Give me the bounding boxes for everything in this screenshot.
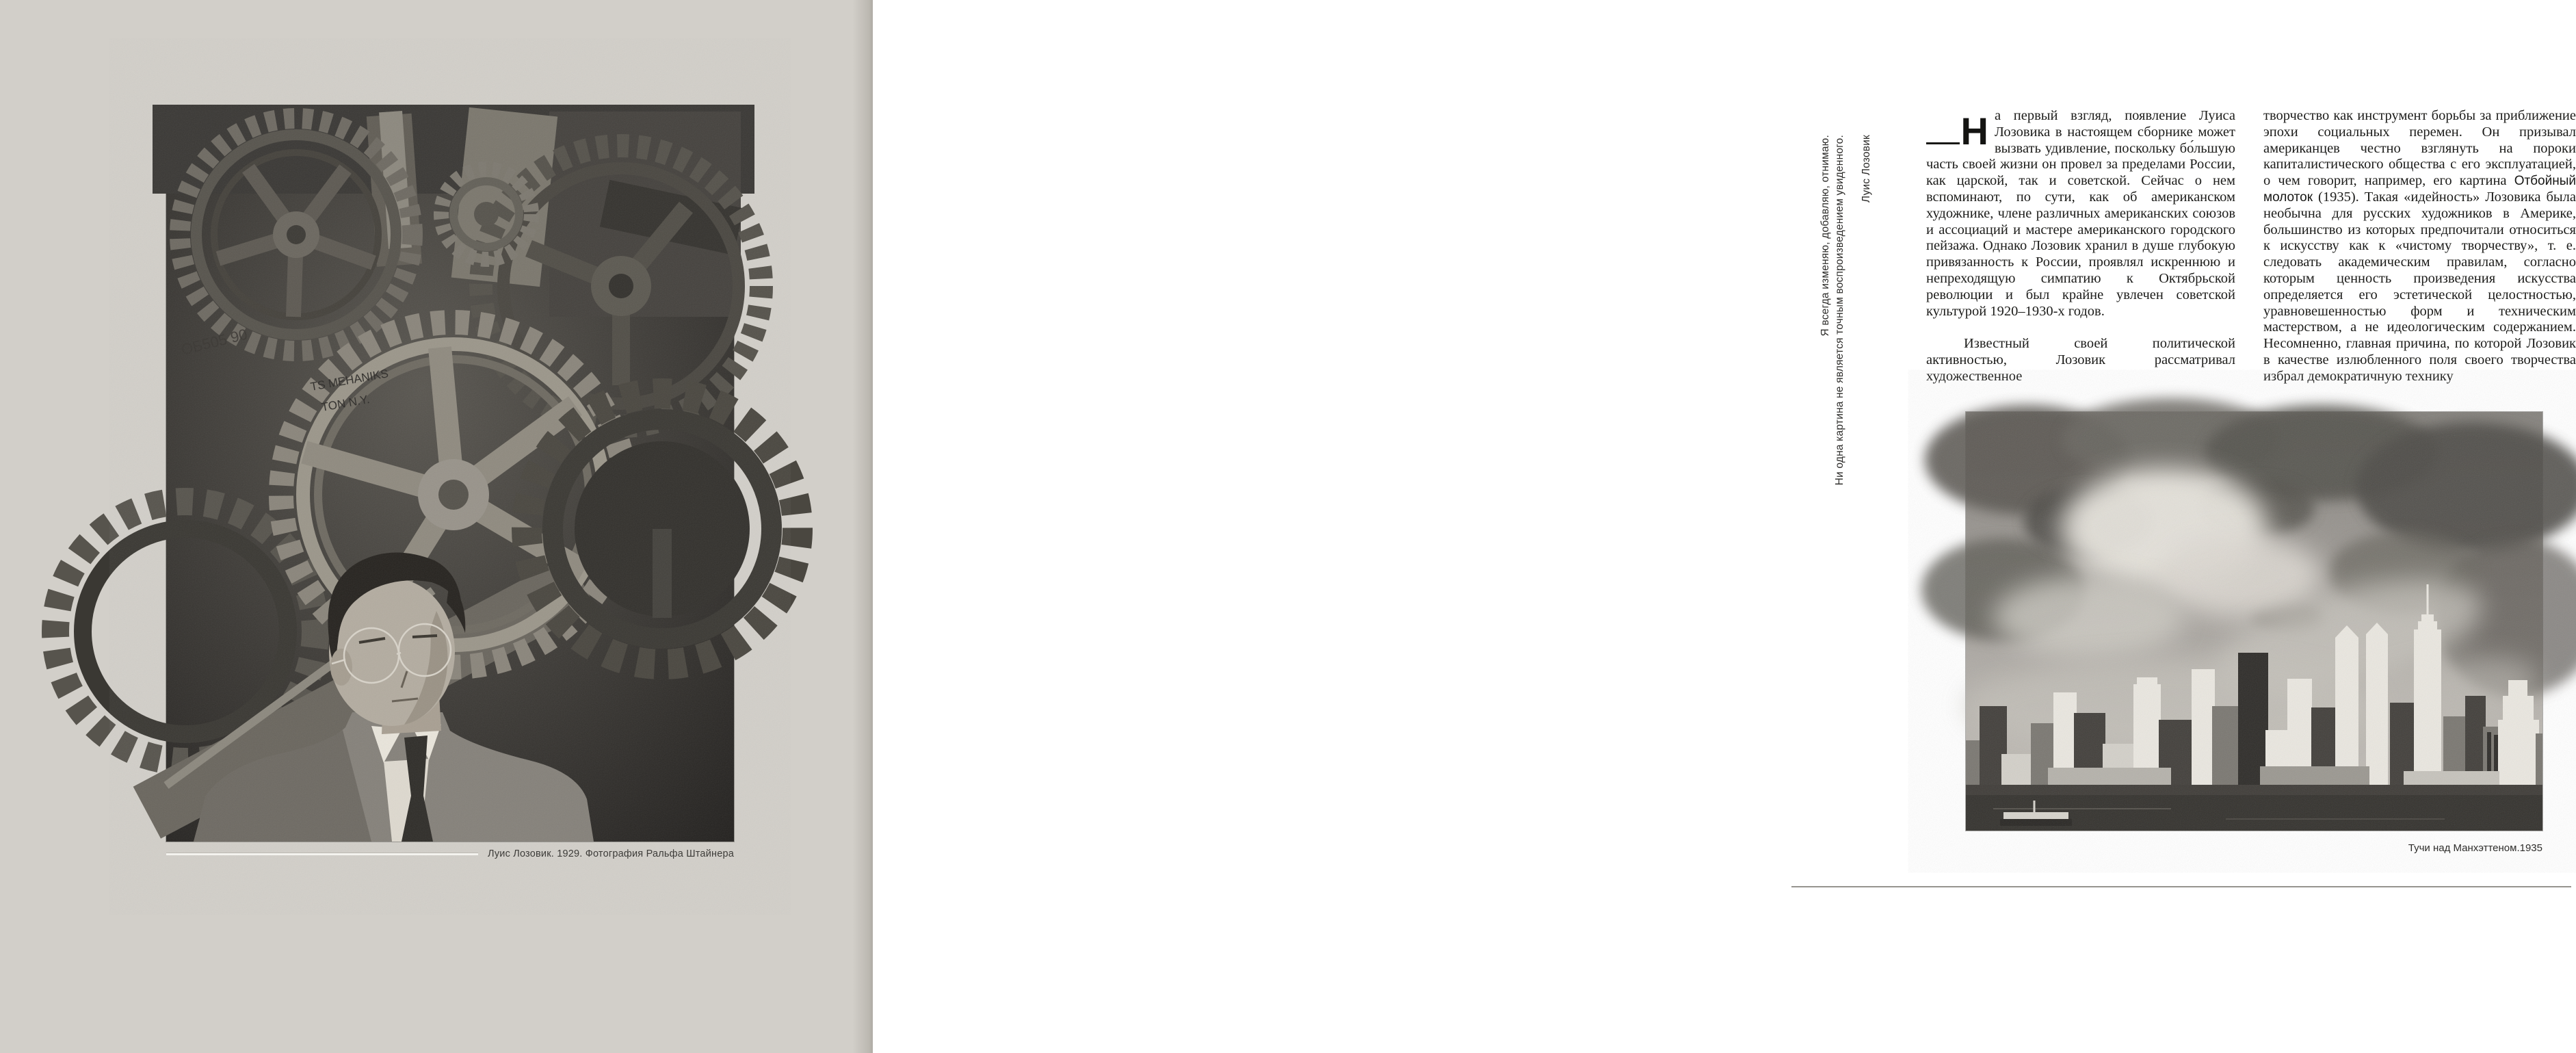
film-grain	[166, 112, 734, 842]
photo-caption-row	[166, 847, 734, 861]
dropcap-rule	[1926, 142, 1960, 144]
photo-caption: Луис Лозовик. 1929. Фотография Ральфа Штайнера	[487, 848, 734, 859]
paragraph-3	[2263, 108, 2576, 385]
text-column-2	[2263, 108, 2576, 385]
right-page	[873, 0, 2576, 1053]
paragraph-1-text: а первый взгляд, появление Луиса Лозовика в настоящем сборнике может вызвать удивление, поскольку бо́льшую часть своей жизни он провел за пределами России, как царской, так и советской. Сейчас о нем вспоминают, по сути, как об американском художнике, члене различных американских союзов и ассоциаций и мастере американского городского пейзажа. Однако Лозовик хранил в душе глубокую привязанность к России, проявлял искреннюю и непреходящую симпатию к Октябрьской революции и был крайне увлечен советской культурой 1920–1930-х годов.	[1926, 108, 2235, 319]
gears-portrait-svg	[166, 112, 734, 842]
epigraph-attribution: Луис Лозовик	[1861, 135, 1872, 203]
epigraph-line-1: Я всегда изменяю, добавляю, отнимаю.	[1819, 135, 1831, 337]
epigraph-line-2: Ни одна картина не является точным воспроизведением увиденного.	[1834, 135, 1845, 486]
painting-title: Отбойный молоток	[2263, 174, 2576, 205]
paragraph-2: Известный своей политической активностью, Лозовик рассматривал художественное	[1926, 336, 2235, 384]
manhattan-lithograph	[1966, 412, 2542, 831]
clouds-over-manhattan-svg	[1966, 412, 2542, 831]
dropcap-block	[1926, 108, 1988, 153]
paragraph-3-text-b: (1935). Такая «идейность» Лозовика была необычна для русских художников в Америке, большинство из которых предпочитали относиться к искусству как к «чистому творчеству», т. е. следовать академическим правилам, согласно которым ценность произведения искусства определяется его эстетической целостностью, уравновешенностью форм и техническим мастерством, а не идеологическим содержанием. Несомненно, главная причина, по которой Лозовик в качестве излюбленного поля своего творчества избрал демократичную технику	[2263, 189, 2576, 384]
caption-rule	[166, 853, 478, 855]
left-page	[0, 0, 873, 1053]
page-gutter	[852, 0, 873, 1053]
litho-grain	[1966, 412, 2542, 831]
paragraph-3-text-a: творчество как инструмент борьбы за приближение эпохи социальных перемен. Он призывал американцев честно взглянуть на пороки капиталистического общества с его эксплуатацией, о чем говорит, например, его картина	[2263, 108, 2576, 189]
paragraph-1	[1926, 108, 2235, 320]
gear-stamp-1: ОБ505 90	[179, 325, 250, 359]
dropcap-letter: Н	[1960, 109, 1988, 153]
gear-stamp-2: TS MEHANIKS	[309, 367, 390, 393]
text-column-1	[1926, 108, 2235, 385]
footer-rule	[1791, 886, 2571, 887]
gear-stamp-3: TON N.Y.	[320, 392, 371, 414]
litho-caption: Тучи над Манхэттеном.1935	[2408, 842, 2542, 854]
lozowick-gears-photo	[166, 112, 734, 842]
